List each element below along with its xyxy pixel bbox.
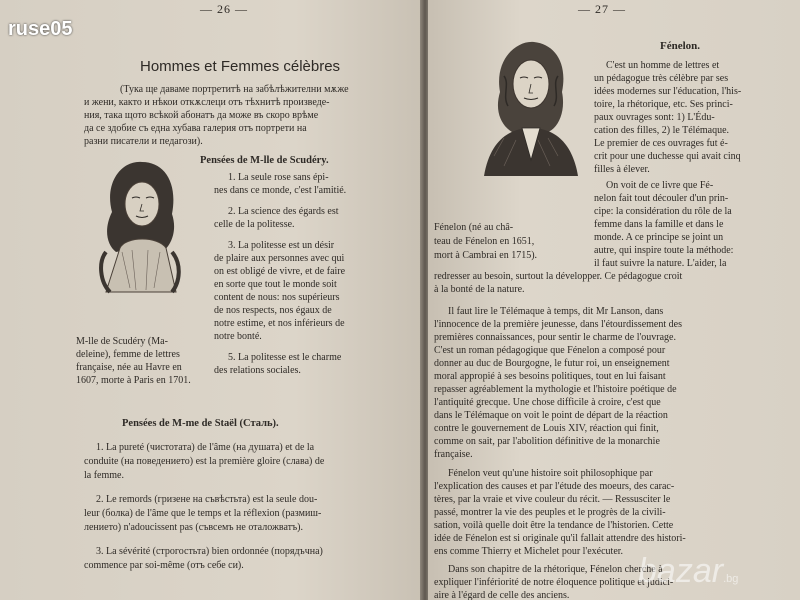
thought-line: лението) n'adoucissent pas (съвсемъ не оталожватъ). [84,522,303,533]
text-line: toire, la rhétorique, etc. Ses princi- [594,99,733,110]
fenelon-heading: Fénelon. [660,40,701,52]
intro-line: ния, така щото всѣкой абонатъ да може въ скоро врѣме [84,110,319,121]
thought-line: content de nous: nos supérieurs [214,292,340,303]
text-line: il faut suivre la nature. L'aider, la [594,258,727,269]
watermark-ruse05: ruse05 [8,18,73,40]
intro-line: и жени, както и нѣкои откѫслеци отъ тѣхнитѣ произведе- [84,97,330,108]
thought-line: celle de la politesse. [214,219,295,230]
text-line: ens comme Thierry et Michelet pour l'exécuter. [434,546,624,557]
text-line: redresser au besoin, surtout la développer. Ce pédagogue croit [434,271,683,282]
text-line: C'est un roman pédagogique que Fénelon a composé pour [434,345,666,356]
intro-line: да се здобие съ една хубава галерия отъ портрети на [84,123,307,134]
text-line: tères, par la vraie et vive couleur du récit. — Ressusciter le [434,494,671,505]
text-line: l'innocence de la première jeunesse, dans l'étourdissement des [434,319,682,330]
text-line: crit pour une duchesse qui avait cinq [594,151,741,162]
thought-line: 3. La politesse est un désir [228,240,335,251]
thought-line: la femme. [84,470,124,481]
text-line: Il faut lire le Télémaque à temps, dit Mr Lanson, dans [448,306,664,317]
text-line: repasser agréablement la mythologie et l'histoire poétique de [434,384,677,395]
thought-line: nes dans ce monde, c'est l'amitié. [214,185,347,196]
text-line: autre, qui inspire toute la méthode: [594,245,734,256]
text-line: à la bonté de la nature. [434,284,525,295]
text-line: Dans son chapitre de la rhétorique, Fénelon cherche à [448,564,663,575]
text-line: contre le gouvernement de Louis XIV, réaction qui finit, [434,423,659,434]
watermark-bazar-suffix: .bg [723,573,739,585]
text-line: idée de Fénelon est si originale qu'il fallait attendre des histori- [434,533,686,544]
text-line: dans le Télémaque on voit le point de départ de la réaction [434,410,668,421]
scudery-portrait [92,152,188,302]
text-line: cation des filles, 2) le Télémaque. [594,125,730,136]
text-line: cipe: la considération du rôle de la [594,206,732,217]
caption-line: mort à Cambrai en 1715). [434,250,538,261]
text-line: filles à élever. [594,164,650,175]
text-line: l'antiquité grecque. Une chose difficile à croire, c'est que [434,397,661,408]
thought-line: 2. La science des égards est [228,206,339,217]
text-line: paux ouvrages sont: 1) L'Édu- [594,112,715,123]
page-number-left: — 26 — [200,2,248,16]
text-line: comme on sait, par l'abolition définitive de la monarchie [434,436,660,447]
caption-line: M-lle de Scudéry (Ma- [76,336,168,347]
caption-line: Fénelon (né au châ- [434,222,514,233]
thought-line: leur (болка) de l'âme que le temps et la réflexion (размиш- [84,508,322,519]
intro-line: (Тука ще даваме портретитѣ на забѣлѣжителни мѫже [120,84,349,95]
stael-heading: Pensées de M-me de Staël (Сталь). [122,418,279,429]
text-line: française. [434,449,473,460]
watermark-bazar-logo [638,552,738,591]
thought-line: notre bonté. [214,331,262,342]
thought-line: commence par soi-même (отъ себе си). [84,560,244,571]
page-number-right: — 27 — [578,2,626,16]
thought-line: 1. La pureté (чистотата) de l'âme (на душата) et de la [96,442,315,453]
text-line: Le premier de ces ouvrages fut é- [594,138,728,149]
thought-line: notre estime, et nos inférieurs de [214,318,345,329]
text-line: l'explication des causes et par l'étude des moeurs, des carac- [434,481,675,492]
thought-line: des relations sociales. [214,365,301,376]
text-line: un pédagogue très célèbre par ses [594,73,729,84]
caption-line: teau de Fénelon en 1651, [434,236,535,247]
text-line: moral appropié à ses besoins politiques, tout en lui faisant [434,371,666,382]
text-line: donner au duc de Bourgogne, le futur roi, un enseignement [434,358,670,369]
text-line: monde. A ce principe se joint un [594,232,724,243]
text-line: premières connaissances, pour sentir le charme de l'ouvrage. [434,332,676,343]
text-line: aire à l'égard de celle des anciens. [434,590,570,600]
page-title: Hommes et Femmes célèbres [140,58,341,75]
text-line: passé, montrer la vie des peuples et le progrès de la civili- [434,507,666,518]
caption-line: française, née au Havre en [76,362,182,373]
caption-line: 1607, morte à Paris en 1701. [76,375,191,386]
text-line: On voit de ce livre que Fé- [606,180,714,191]
text-line: nelon fait tout découler d'un prin- [594,193,729,204]
thought-line: 2. Le remords (гризене на съвѣстьта) est la seule dou- [96,494,318,505]
text-line: C'est un homme de lettres et [606,60,720,71]
text-line: femme dans la famille et dans le [594,219,724,230]
text-line: expliquer l'infériorité de notre éloquence politique et judici- [434,577,674,588]
caption-line: deleine), femme de lettres [76,349,180,360]
text-line: Fénelon veut qu'une histoire soit philosophique par [448,468,653,479]
thought-line: 3. La sévérité (строгостьта) bien ordonnée (порядъчна) [96,546,323,557]
thought-line: de plaire aux personnes avec qui [214,253,345,264]
intro-line: разни писатели и педагози). [84,136,203,147]
watermark-bazar-main: bazar [638,552,724,590]
thought-line: on est obligé de vivre, et de faire [214,266,346,277]
text-line: idées modernes sur l'éducation, l'his- [594,86,742,97]
thought-line: 1. La seule rose sans épi- [228,172,329,183]
text-line: sation, voilà quelle doit être la tendance de l'historien. Cette [434,520,674,531]
thought-line: conduite (на поведението) est la première gloire (слава) de [84,456,325,467]
fenelon-portrait [474,36,586,176]
thought-line: 5. La politesse est le charme [228,352,342,363]
thought-line: en sorte que tout le monde soit [214,279,337,290]
right-page [428,0,800,600]
scudery-heading: Pensées de M-lle de Scudéry. [200,155,329,166]
thought-line: de nos respects, nos égaux de [214,305,332,316]
